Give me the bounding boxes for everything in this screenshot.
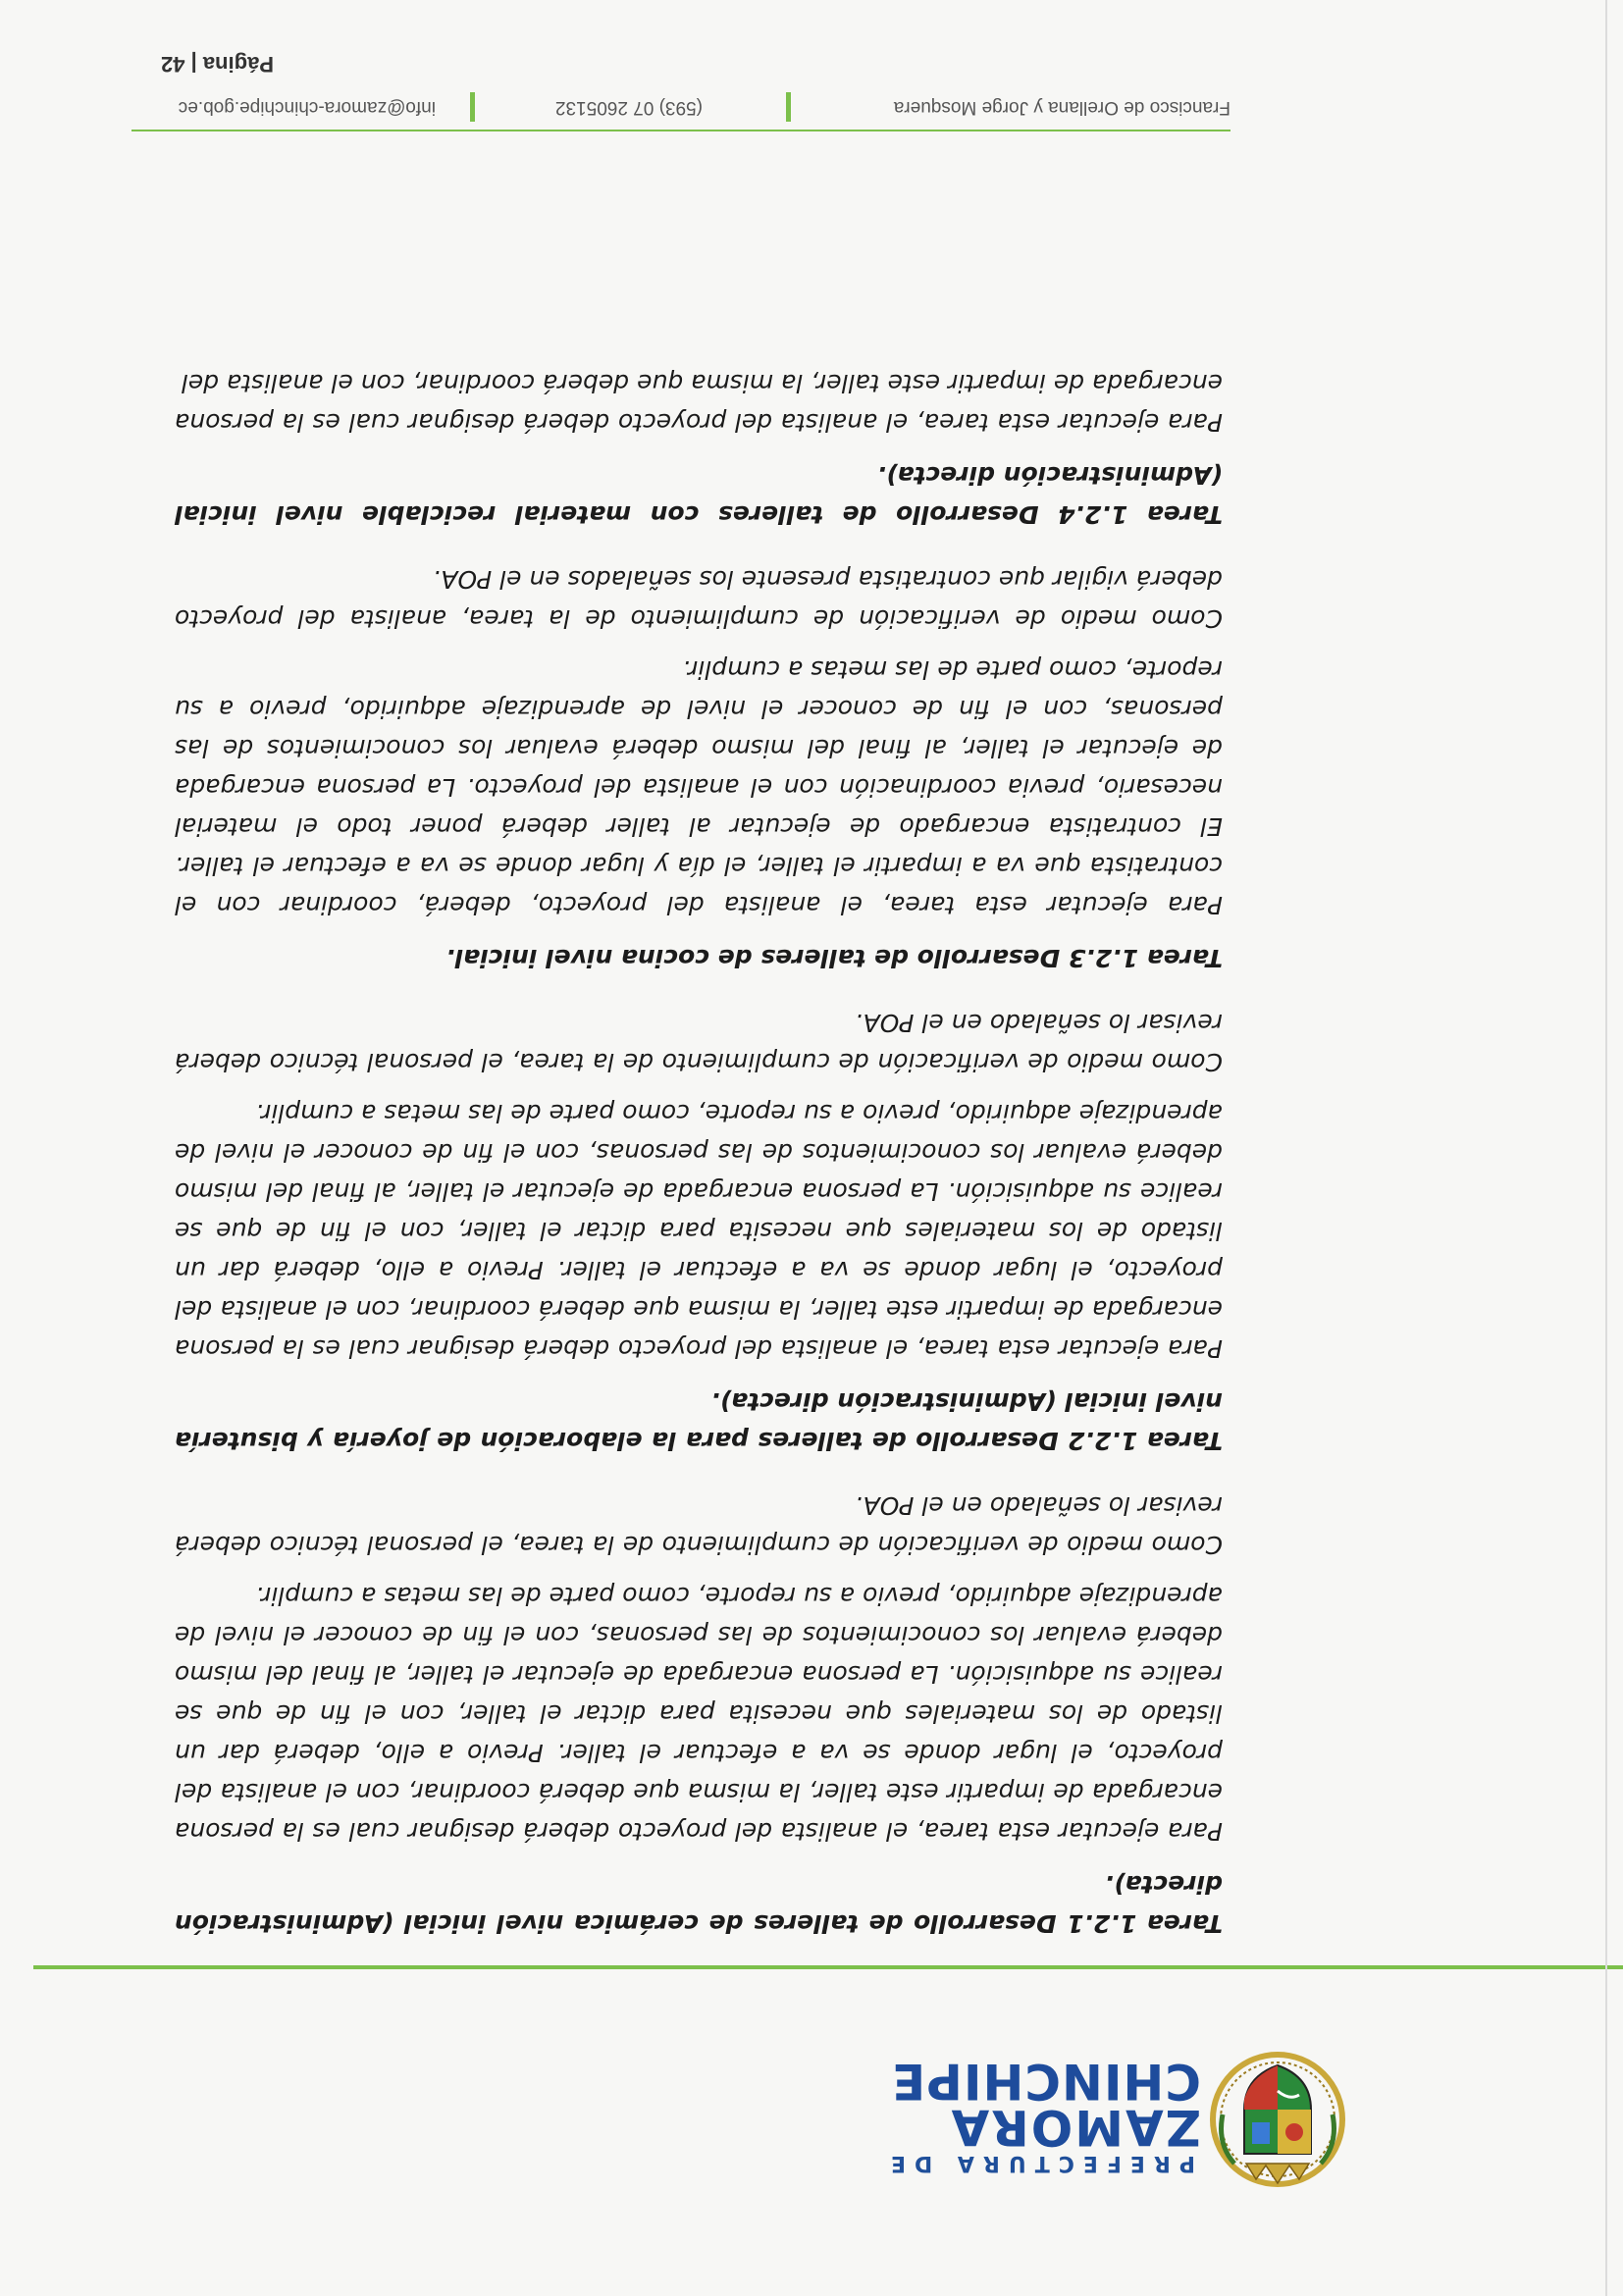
task-title: Tarea 1.2.3 Desarrollo de talleres de cocina nivel inicial. (445, 944, 1223, 972)
footer-separator (786, 92, 791, 122)
logo-chinchipe-text: CHINCHIPE (891, 2053, 1201, 2110)
task-1-2-4 (175, 363, 1223, 534)
task-paragraph: Para ejecutar esta tarea, el analista del proyecto deberá designar cual es la persona encargada de impartir este taller, la misma que deberá coordinar, con el analista del proyecto, el lugar donde se va a efectuar el taller. Previo a ello, deberá dar un listado de los materiales que necesita para dictar el taller, con el fin de que se realice su adquisición. La persona encargada de ejecutar el taller, al final del mismo deberá evaluar los conocimientos de las personas, con el fin de conocer el nivel de aprendizaje adquirido, previo a su reporte, como parte de las metas a cumplir. (175, 1582, 1223, 1846)
scan-edge (1605, 0, 1607, 2296)
logo-prefectura-text: PREFECTURA DE (881, 2151, 1195, 2175)
page-footer (131, 84, 1230, 124)
page-header (0, 2002, 1623, 2296)
task-paragraph: Para ejecutar esta tarea, el analista del proyecto, deberá, coordinar con el contratista que va a impartir el taller, el día y lugar donde se va a efectuar el taller. El contratista encargado de ejecutar al taller deberá poner todo el material necesario, previa coordinación con el analista del proyecto. La persona encargada de ejecutar el taller, al final del mismo deberá evaluar los conocimientos de las personas, con el fin de conocer el nivel de aprendizaje adquirido, previo a su reporte, como parte de las metas a cumplir. (175, 655, 1223, 919)
footer-separator (470, 92, 475, 122)
task-1-2-2 (175, 1003, 1223, 1460)
task-title: Tarea 1.2.1 Desarrollo de talleres de cerámica nivel inicial (Administración directa). (175, 1870, 1223, 1938)
page-number: Página | 42 (161, 52, 274, 77)
task-paragraph: Como medio de verificación de cumplimiento de la tarea, el personal técnico deberá revisar lo señalado en el POA. (175, 1009, 1223, 1076)
task-1-2-1 (175, 1486, 1223, 1943)
task-paragraph: Como medio de verificación de cumplimiento de la tarea, el personal técnico deberá revisar lo señalado en el POA. (175, 1491, 1223, 1559)
page-body (175, 338, 1223, 1943)
task-paragraph: Para ejecutar esta tarea, el analista del proyecto deberá designar cual es la persona encargada de impartir este taller, la misma que deberá coordinar, con el analista del (175, 369, 1223, 437)
footer-phone: (593) 07 2605132 (554, 97, 703, 118)
task-title: Tarea 1.2.4 Desarrollo de talleres con material reciclable nivel inicial (Administración directa). (175, 461, 1223, 529)
task-1-2-3 (175, 559, 1223, 977)
task-paragraph: Para ejecutar esta tarea, el analista del proyecto deberá designar cual es la persona encargada de impartir este taller, la misma que deberá coordinar, con el analista del proyecto, el lugar donde se va a efectuar el taller. Previo a ello, deberá dar un listado de los materiales que necesita para dictar el taller, con el fin de que se realice su adquisición. La persona encargada de ejecutar el taller, al final del mismo deberá evaluar los conocimientos de las personas, con el fin de conocer el nivel de aprendizaje adquirido, previo a su reporte, como parte de las metas a cumplir. (175, 1099, 1223, 1363)
task-title: Tarea 1.2.2 Desarrollo de talleres para la elaboración de joyería y bisutería nivel inicial (Administración directa). (175, 1387, 1223, 1455)
coat-of-arms-icon (1206, 2046, 1348, 2193)
footer-divider (131, 130, 1230, 131)
footer-address: Francisco de Orellana y Jorge Mosquera (893, 97, 1230, 118)
header-divider (33, 1965, 1623, 1969)
logo-zamora-text: ZAMORA (949, 2099, 1201, 2156)
logo-wordmark (881, 2053, 1201, 2175)
footer-email[interactable]: info@zamora-chinchipe.gob.ec (178, 97, 436, 118)
task-paragraph: Como medio de verificación de cumplimiento de la tarea, analista del proyecto deberá vigilar que contratista presente los señalados en el POA. (175, 565, 1223, 633)
prefectura-logo (799, 2046, 1348, 2193)
